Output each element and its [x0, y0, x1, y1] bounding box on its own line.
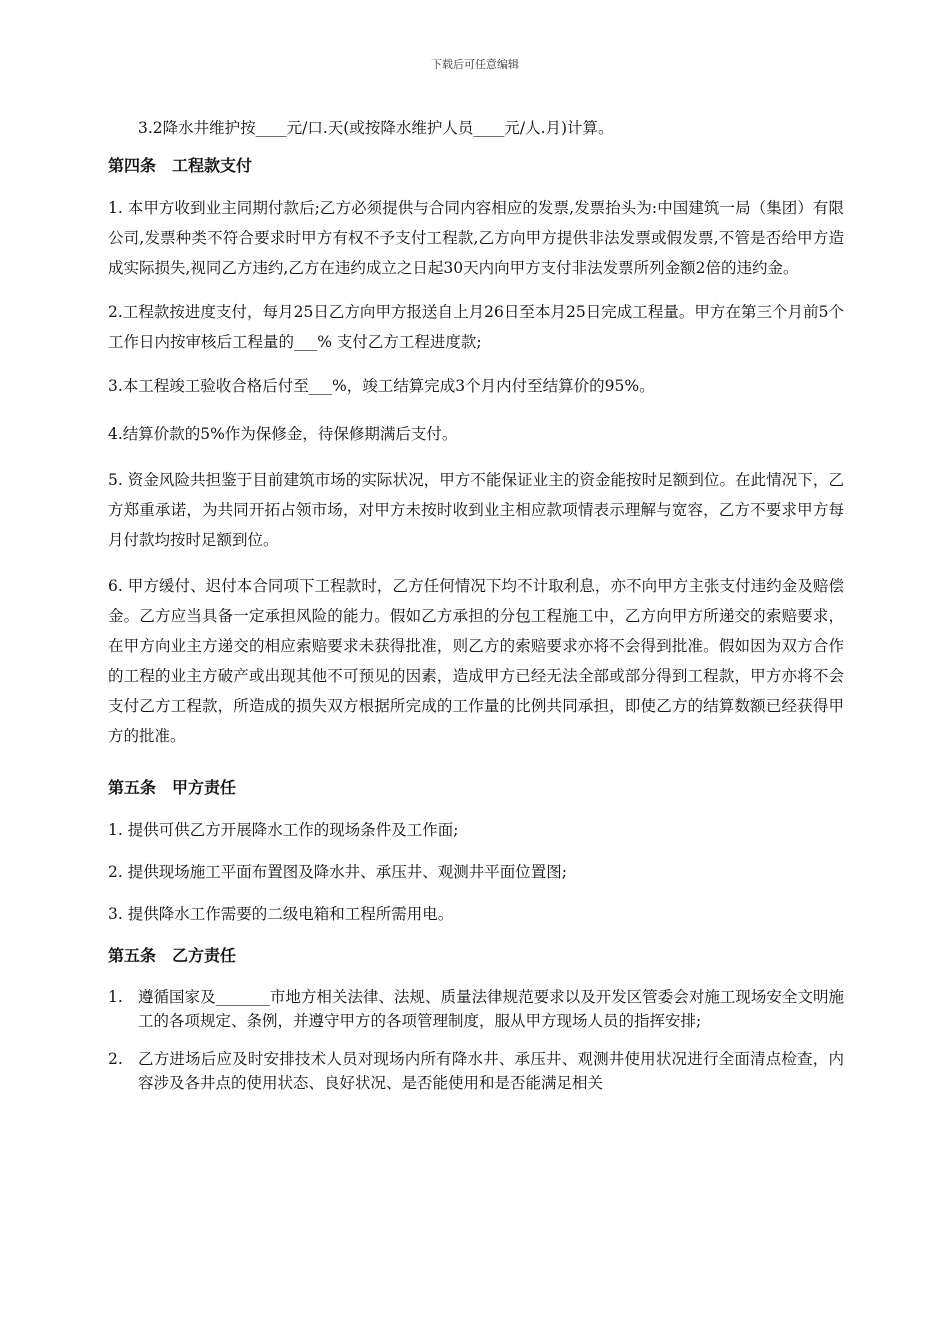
item-number: 2.	[108, 1050, 123, 1068]
clause-4-6: 6. 甲方缓付、迟付本合同项下工程款时，乙方任何情况下均不计取利息，亦不向甲方主张支付违约金及赔偿金。乙方应当具备一定承担风险的能力。假如乙方承担的分包工程施工中，乙方向甲方所递交的索赔要求，在甲方向业主方递交的相应索赔要求未获得批准，则乙方的索赔要求亦将不会得到批准。假如因为双方合作的工程的业主方破产或出现其他不可预见的因素，造成甲方已经无法全部或部分得到工程款，甲方亦将不会支付乙方工程款，所造成的损失双方根据所完成的工作量的比例共同承担，即使乙方的结算数额已经获得甲方的批准。	[108, 577, 844, 745]
page-header: 下载后可任意编辑	[431, 58, 519, 71]
party-b-item-1	[108, 985, 844, 1033]
article-4-heading: 第四条 工程款支付	[108, 156, 253, 175]
party-a-item-3: 3. 提供降水工作需要的二级电箱和工程所需用电。	[108, 905, 454, 923]
document-body	[108, 110, 844, 1095]
article-5-party-b-heading: 第五条 乙方责任	[108, 946, 237, 965]
item-text: 遵循国家及_______市地方相关法律、法规、质量法律规范要求以及开发区管委会对施工现场安全文明施工的各项规定、条例，并遵守甲方的各项管理制度，服从甲方现场人员的指挥安排;	[138, 988, 844, 1030]
party-a-item-2: 2. 提供现场施工平面布置图及降水井、承压井、观测井平面位置图;	[108, 863, 567, 881]
clause-4-2: 2.工程款按进度支付，每月25日乙方向甲方报送自上月26日至本月25日完成工程量。甲方在第三个月前5个工作日内按审核后工程量的___% 支付乙方工程进度款;	[108, 303, 844, 351]
party-a-item-1: 1. 提供可供乙方开展降水工作的现场条件及工作面;	[108, 821, 459, 839]
item-number: 1.	[108, 988, 123, 1006]
clause-4-4: 4.结算价款的5%作为保修金，待保修期满后支付。	[108, 425, 458, 443]
clause-4-1: 1. 本甲方收到业主同期付款后;乙方必须提供与合同内容相应的发票,发票抬头为:中国建筑一局（集团）有限公司,发票种类不符合要求时甲方有权不予支付工程款,乙方向甲方提供非法发票或假发票,不管是否给甲方造成实际损失,视同乙方违约,乙方在违约成立之日起30天内向甲方支付非法发票所列金额2倍的违约金。	[108, 199, 844, 277]
party-b-item-2	[108, 1047, 844, 1095]
item-text: 乙方进场后应及时安排技术人员对现场内所有降水井、承压井、观测井使用状况进行全面清点检查，内容涉及各井点的使用状态、良好状况、是否能使用和是否能满足相关	[138, 1050, 844, 1092]
clause-3-2: 3.2降水井维护按____元/口.天(或按降水维护人员____元/人.月)计算。	[138, 119, 614, 137]
clause-4-3: 3.本工程竣工验收合格后付至___%，竣工结算完成3个月内付至结算价的95%。	[108, 377, 655, 395]
clause-4-5: 5. 资金风险共担鉴于目前建筑市场的实际状况，甲方不能保证业主的资金能按时足额到位。在此情况下，乙方郑重承诺，为共同开拓占领市场，对甲方未按时收到业主相应款项情表示理解与宽容，乙方不要求甲方每月付款均按时足额到位。	[108, 471, 844, 549]
article-5-party-a-heading: 第五条 甲方责任	[108, 778, 237, 797]
